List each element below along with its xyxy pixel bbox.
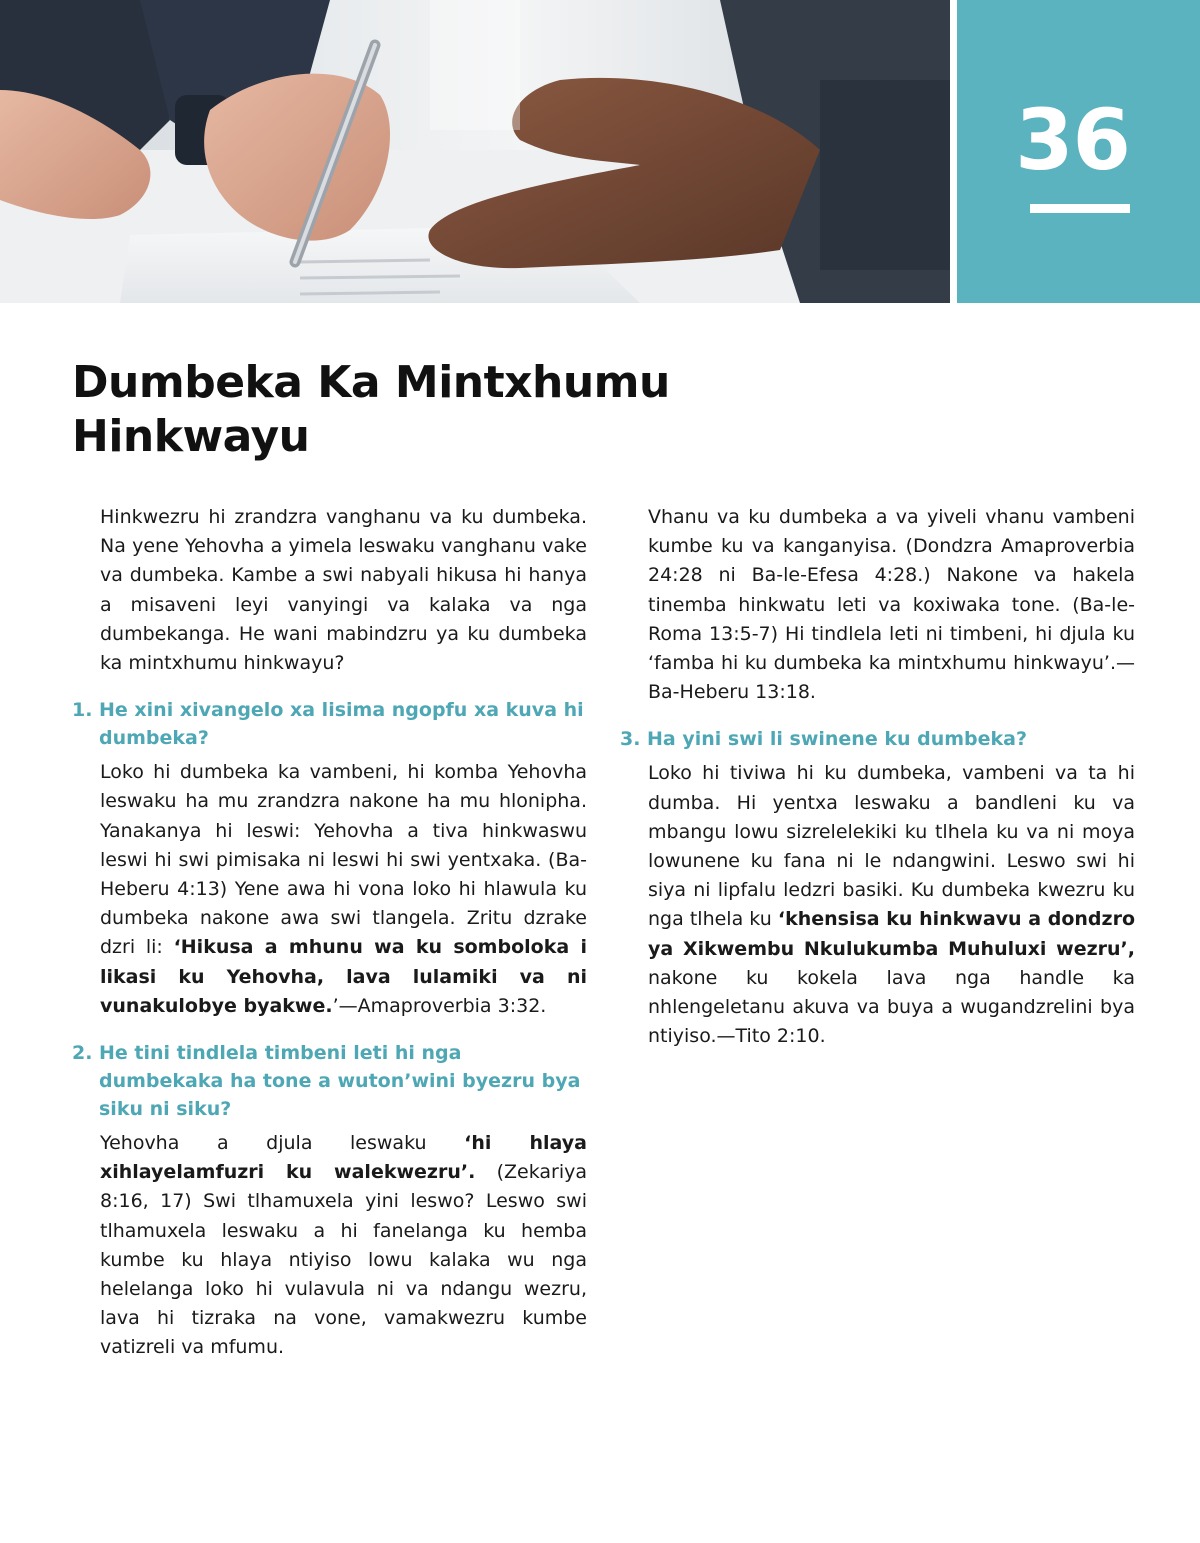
question-2-number: 2.: [72, 1042, 93, 1065]
question-3: [620, 725, 1135, 753]
hands-signing-document-illustration: [0, 0, 950, 303]
answer-3-paragraph: [620, 759, 1135, 1051]
chapter-number: 36: [1015, 91, 1130, 189]
right-column: [620, 503, 1135, 1051]
answer-3-text-a: Loko hi tiviwa hi ku dumbeka, vambeni va ta hi dumba. Hi yentxa leswaku a bandleni ku va mbangu lowu sizrelelekiki ku tlhela ku va ni moya lowunene ku fana ni le ndangwini. Leswo swi hi siya ni lipfalu ledzri basiki. Ku dumbeka kwezru ku nga tlhela ku: [648, 762, 1135, 931]
answer-1-text-bold: ‘Hikusa a mhunu wa ku somboloka i likasi ku Yehovha, lava lulamiki va ni vunakulobye byakwe.: [100, 936, 587, 1017]
intro-paragraph: Hinkwezru hi zrandzra vanghanu va ku dumbeka. Na yene Yehovha a yimela leswaku vanghanu vake va dumbeka. Kambe a swi nabyali hikusa hi hanya a misaveni leyi vanyingi va kalaka va nga dumbekanga. He wani mabindzru ya ku dumbeka ka mintxhumu hinkwayu?: [100, 506, 587, 675]
question-2: [72, 1039, 587, 1123]
answer-1-text-a: Loko hi dumbeka ka vambeni, hi komba Yehovha leswaku ha mu zrandzra nakone ha mu hlonipha. Yanakanya hi leswi: Yehovha a tiva hinkwaswu leswi hi swi pimisaka ni leswi hi swi yentxaka. (Ba-Heberu 4:13) Yene awa hi vona loko hi hlawula ku dumbeka nakone awa swi tlangela. Zritu dzrake dzri li:: [100, 761, 587, 959]
answer-1-text-b: ’—Amaproverbia 3:32.: [332, 994, 547, 1017]
chapter-badge: [957, 0, 1200, 303]
continuation-paragraph: Vhanu va ku dumbeka a va yiveli vhanu vambeni kumbe ku va kanganyisa. (Dondzra Amaproverbia 24:28 ni Ba-le-Efesa 4:28.) Nakone va hakela tinemba hinkwatu leti va koxiwaka tone. (Ba-le-Roma 13:5-7) Hi tindlela leti ni timbeni, hi djula ku ‘famba hi ku dumbeka ka mintxhumu hinkwayu’.—Ba-Heberu 13:18.: [648, 506, 1135, 704]
answer-3-text-b: nakone ku kokela lava nga handle ka nhlengeletanu akuva va buya a wugandzrelini bya ntiyiso.—Tito 2:10.: [648, 966, 1135, 1048]
answer-2-text-a: Yehovha a djula leswaku: [100, 1132, 465, 1155]
question-3-text: Ha yini swi li swinene ku dumbeka?: [647, 728, 1027, 751]
answer-2-paragraph: [72, 1129, 587, 1363]
chapter-underline: [1030, 204, 1130, 213]
question-1-number: 1.: [72, 699, 93, 722]
answer-3-text-bold: ‘khensisa ku hinkwavu a dondzro ya Xikwembu Nkulukumba Muhuluxi wezru’,: [648, 908, 1135, 960]
question-3-number: 3.: [620, 728, 641, 751]
left-column: [72, 503, 587, 1363]
page-title: Dumbeka Ka Mintxhumu Hinkwayu: [72, 357, 670, 462]
question-2-text: He tini tindlela timbeni leti hi nga dumbekaka ha tone a wuton’wini byezru bya siku ni siku?: [99, 1042, 581, 1121]
header-photo: [0, 0, 950, 303]
answer-1-paragraph: [72, 758, 587, 1021]
question-1-text: He xini xivangelo xa lisima ngopfu xa kuva hi dumbeka?: [99, 699, 584, 750]
answer-2-text-b: (Zekariya 8:16, 17) Swi tlhamuxela yini leswo? Leswo swi tlhamuxela leswaku a hi fanelanga ku hemba kumbe ku hlaya ntiyiso lowu kalaka wu nga helelanga loko hi vulavula ni va ndangu wezru, lava hi tizraka na vone, vamakwezru kumbe vatizreli va mfumu.: [100, 1161, 588, 1359]
question-1: [72, 696, 587, 752]
answer-2-text-bold: ‘hi hlaya xihlayelamfuzri ku walekwezru’.: [100, 1132, 587, 1184]
